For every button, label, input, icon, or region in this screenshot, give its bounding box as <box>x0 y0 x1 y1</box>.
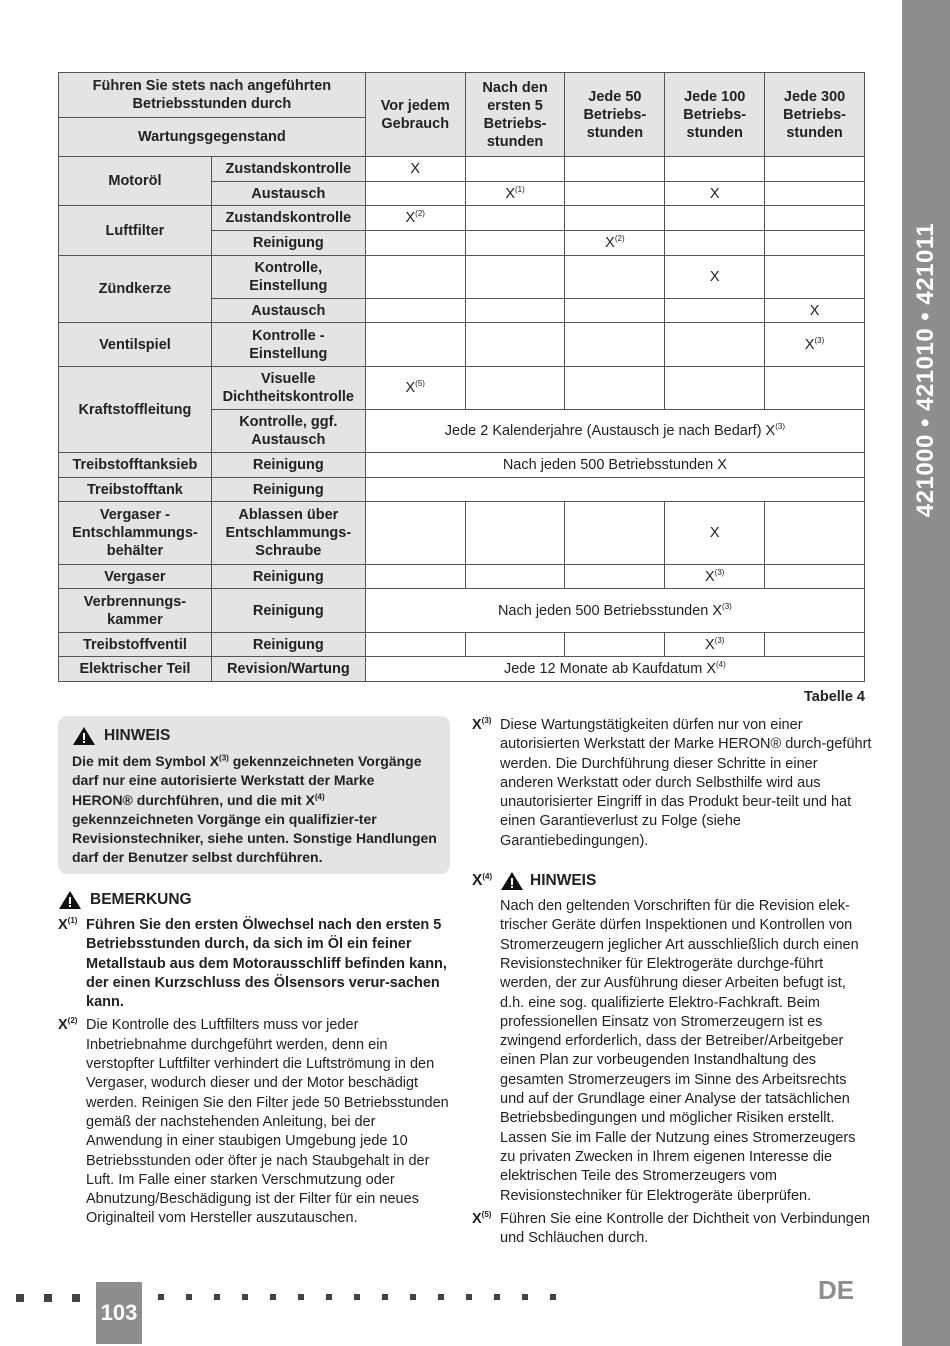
task-revision-wartung: Revision/Wartung <box>211 657 365 682</box>
task-kontrolle-einstellung: Kontrolle - Einstellung <box>211 323 365 367</box>
footnote-ref: (2) <box>415 209 425 219</box>
footnote-4-head: $X^{(4)}$ HINWEIS <box>472 871 597 890</box>
notice-title: HINWEIS <box>104 727 171 744</box>
mark-x: X <box>505 185 515 202</box>
notice-text: Die mit dem Symbol $X^{(3)}$ gekennzeichneten Vorgänge darf nur eine autorisierte Werkstatt der Marke HERON® durchführen, und die mit $X^{(4)}$ gekennzeichneten Vorgänge ein qualifizier-ter Revisionstechniker, siehe unten. Sonstige Handlungen darf der Benutzer selbst durchführen. <box>72 753 437 866</box>
task-reinigung: Reinigung <box>211 231 365 256</box>
task-austausch: Austausch <box>211 182 365 206</box>
interval-every-2-years: Jede 2 Kalenderjahre (Austausch je nach Bedarf) X <box>444 423 776 439</box>
header-interval: Führen Sie stets nach angeführten Betriebsstunden durch <box>59 73 366 118</box>
model-numbers: 421000 • 421010 • 421011 <box>912 222 939 518</box>
task-reinigung: Reinigung <box>211 589 365 633</box>
task-zustandskontrolle: Zustandskontrolle <box>211 157 365 182</box>
row-treibstoffventil: Treibstoffventil <box>59 633 212 657</box>
warning-icon <box>58 890 82 910</box>
mark-x: X <box>405 380 416 396</box>
row-vergaser-behaelter: Vergaser - Entschlammungs-behälter <box>59 502 212 565</box>
warning-icon <box>500 871 524 891</box>
remarks-section <box>58 890 450 1229</box>
language-code: DE <box>818 1275 855 1305</box>
footnote-ref: (5) <box>415 379 425 389</box>
task-reinigung: Reinigung <box>211 565 365 589</box>
row-kraftstoffleitung: Kraftstoffleitung <box>59 367 212 453</box>
mark-x: X <box>709 185 720 202</box>
row-motoroel: Motoröl <box>59 157 212 206</box>
task-reinigung: Reinigung <box>211 633 365 657</box>
task-zustandskontrolle: Zustandskontrolle <box>211 206 365 231</box>
mark-x: X <box>410 161 421 177</box>
mark-x: X <box>804 336 815 353</box>
task-kontrolle-ggf-austausch: Kontrolle, ggf. Austausch <box>211 410 365 453</box>
header-first-5: Nach den ersten 5 Betriebs-stunden <box>465 73 565 157</box>
mark-x: X <box>704 636 715 653</box>
header-item: Wartungsgegenstand <box>59 118 366 157</box>
footnote-ref: (4) <box>716 660 726 670</box>
page-number: 103 <box>96 1282 142 1344</box>
header-before-use: Vor jedem Gebrauch <box>365 73 465 157</box>
hinweis-title: HINWEIS <box>530 872 597 890</box>
row-zuendkerze: Zündkerze <box>59 256 212 323</box>
footnote-5: $X^{(5)}$ Führen Sie eine Kontrolle der Dichtheit von Verbindungen und Schläuchen durch. <box>472 1210 870 1247</box>
mark-x: X <box>709 269 720 285</box>
task-austausch: Austausch <box>211 299 365 323</box>
task-visuelle-dichtheitskontrolle: Visuelle Dichtheitskontrolle <box>211 367 365 410</box>
maintenance-table <box>58 72 865 682</box>
row-ventilspiel: Ventilspiel <box>59 323 212 367</box>
task-reinigung: Reinigung <box>211 478 365 502</box>
footnote-ref: (2) <box>614 234 625 244</box>
interval-every-12-months: Jede 12 Monate ab Kaufdatum X <box>503 661 716 677</box>
header-every-100: Jede 100 Betriebs-stunden <box>665 73 765 157</box>
task-kontrolle-einstellung: Kontrolle, Einstellung <box>211 256 365 299</box>
mark-x: X <box>704 568 715 585</box>
footnote-3: $X^{(3)}$ Diese Wartungstätigkeiten dürfen nur von einer autorisierten Werkstatt der Marke HERON® durch-geführt werden. Die Durchführung dieser Schritte in einer anderen Werkstatt oder durch Selbsthilfe wird aus unautorisierter Eingriff in das Produkt beur-teilt und hat einen Garantieverlust zu Folge (siehe Garantiebedingungen). <box>472 716 872 849</box>
task-reinigung: Reinigung <box>211 453 365 478</box>
header-every-50: Jede 50 Betriebs-stunden <box>565 73 665 157</box>
row-luftfilter: Luftfilter <box>59 206 212 256</box>
mark-x: X <box>709 525 720 541</box>
notice-box <box>58 716 450 874</box>
footnote-ref: (1) <box>515 184 525 194</box>
footnote-1: $X^{(1)}$ Führen Sie den ersten Ölwechsel nach den ersten 5 Betriebsstunden durch, da sich im Öl ein feiner Metallstaub aus dem Motorausschliff befinden kann, der einen Kurzschluss des Ölsensors verur-sachen kann. <box>58 916 447 1011</box>
side-band <box>902 0 950 1346</box>
row-elektrischer-teil: Elektrischer Teil <box>59 657 212 682</box>
right-notes <box>472 716 872 1248</box>
mark-x: X <box>809 302 820 319</box>
remarks-title: BEMERKUNG <box>90 891 192 908</box>
mark-x: X <box>605 235 615 251</box>
interval-every-500-hours: Nach jeden 500 Betriebsstunden X <box>497 602 723 619</box>
mark-x: X <box>405 210 416 226</box>
row-treibstofftanksieb: Treibstofftanksieb <box>59 453 212 478</box>
footnote-4: Nach den geltenden Vorschriften für die Revision elek-trischer Geräte dürfen Inspektionen und Kontrollen von Stromerzeugern jeglicher Art ausschließlich durch einen Revisionstechniker für Elektrogeräte durchge-führt werden, der zur Ausführung dieser Arbeiten befugt ist, d.h. eine sog. qualifizierte Elektro-Fachkraft. Beim professionellen Einsatz von Stromerzeugern ist es zwingend erforderlich, dass der Betreiber/Arbeitgeber einen Plan zur vorbeugenden Instandhaltung des gesamten Stromerzeugers im Sinne des Arbeitsrechts und auf der Grundlage einer Analyse der tatsächlichen Betriebsbedingungen und möglicher Risiken erstellt. Lassen Sie im Falle der Nutzung eines Stromerzeugers zu privaten Zwecken in Ihrem eigenen Interesse die elektrischen Teile des Stromerzeugers vom Revisionstechniker für Elektrogeräte überprüfen. <box>500 898 859 1204</box>
interval-every-500-hours: Nach jeden 500 Betriebsstunden X <box>502 457 727 473</box>
header-every-300: Jede 300 Betriebs-stunden <box>765 73 865 157</box>
row-verbrennungskammer: Verbrennungs-kammer <box>59 589 212 633</box>
footnote-ref: (3) <box>722 601 732 611</box>
row-vergaser: Vergaser <box>59 565 212 589</box>
warning-icon <box>72 726 96 746</box>
table-caption: Tabelle 4 <box>804 689 865 705</box>
footnote-ref: (3) <box>714 567 725 577</box>
footnote-ref: (3) <box>814 335 825 345</box>
footnote-ref: (3) <box>775 422 786 432</box>
row-treibstofftank: Treibstofftank <box>59 478 212 502</box>
footnote-ref: (3) <box>714 635 725 645</box>
task-ablassen: Ablassen über Entschlammungs-Schraube <box>211 502 365 565</box>
footnote-2: $X^{(2)}$ Die Kontrolle des Luftfilters muss vor jeder Inbetriebnahme durchgeführt werden, denn ein verstopfter Luftfilter verhindert die Luftströmung in den Vergaser, wodurch dieser und der Motor beschädigt werden. Reinigen Sie den Filter jede 50 Betriebsstunden gemäß der nachstehenden Anleitung, bei der Anwendung in einer staubigen Umgebung jede 10 Betriebsstunden oder öfter je nach Staubgehalt in der Luft. Im Falle einer starken Verschmutzung oder Abnutzung/Beschädigung ist der Filter für ein neues Originalteil vom Hersteller auszutauschen. <box>58 1016 449 1227</box>
